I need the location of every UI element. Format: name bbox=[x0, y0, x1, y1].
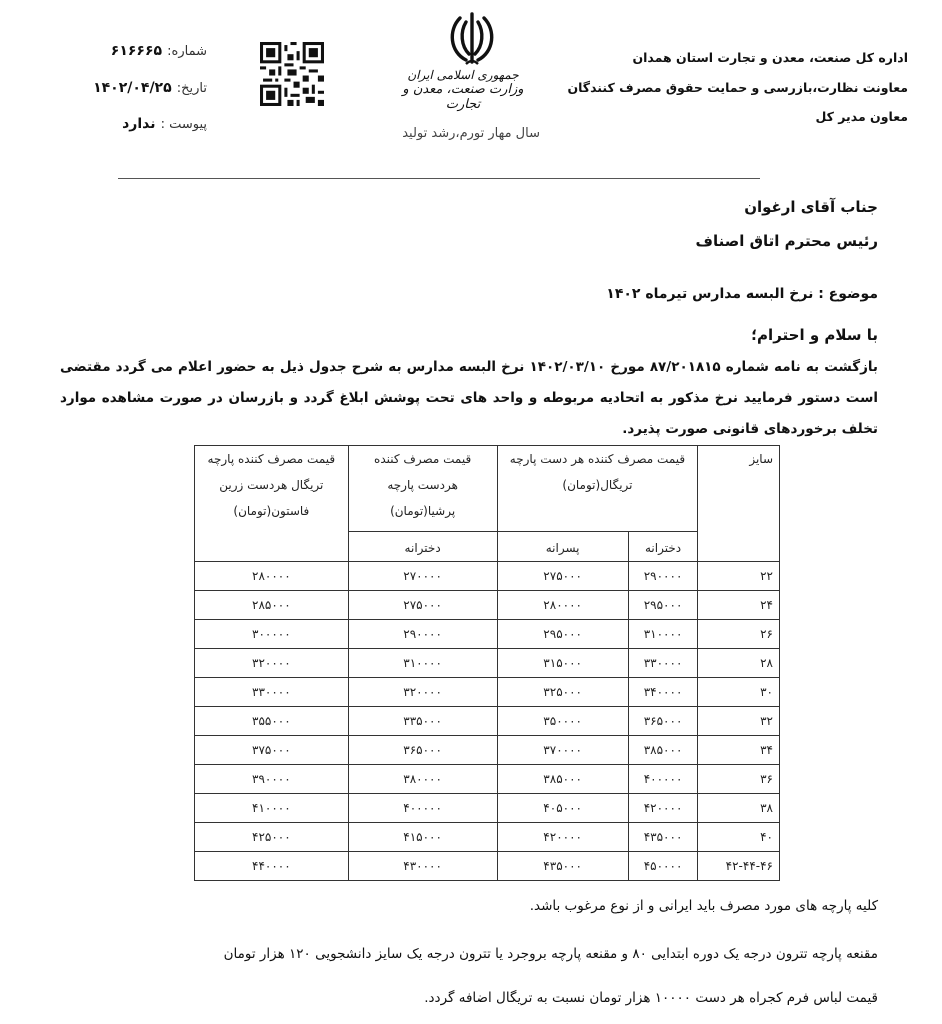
table-row bbox=[195, 620, 780, 649]
table-row bbox=[195, 736, 780, 765]
table-row bbox=[195, 678, 780, 707]
price-table bbox=[194, 445, 780, 881]
cell-size: ۳۴ bbox=[698, 736, 780, 765]
cell-size: ۲۶ bbox=[698, 620, 780, 649]
table-row bbox=[195, 765, 780, 794]
organization-block bbox=[567, 50, 908, 124]
cell-tergal-boys: ۲۹۵۰۰۰ bbox=[497, 620, 628, 649]
cell-fastoon: ۳۳۰۰۰۰ bbox=[195, 678, 349, 707]
cell-size: ۲۴ bbox=[698, 591, 780, 620]
cell-tergal-girls: ۴۵۰۰۰۰ bbox=[628, 852, 698, 881]
table-row bbox=[195, 562, 780, 591]
cell-parshia-girls: ۳۸۰۰۰۰ bbox=[348, 765, 497, 794]
note-uniform-surcharge: قیمت لباس فرم کجراه هر دست ۱۰۰۰۰ هزار تومان نسبت به تریگال اضافه گردد. bbox=[424, 990, 878, 1006]
iran-emblem-icon bbox=[446, 8, 498, 68]
cell-parshia-girls: ۳۱۰۰۰۰ bbox=[348, 649, 497, 678]
cell-parshia-girls: ۳۶۵۰۰۰ bbox=[348, 736, 497, 765]
col-header-tergal: قیمت مصرف کننده هر دست پارچه تریگال(تومان) bbox=[497, 446, 698, 532]
ministry-line-1: جمهوری اسلامی ایران bbox=[407, 68, 519, 82]
org-line-1: اداره کل صنعت، معدن و تجارت استان همدان bbox=[632, 50, 908, 65]
number-label: شماره: bbox=[167, 44, 207, 59]
attachment-value: ندارد bbox=[122, 116, 156, 132]
subheader-boys: پسرانه bbox=[497, 532, 628, 562]
cell-parshia-girls: ۲۷۰۰۰۰ bbox=[348, 562, 497, 591]
cell-fastoon: ۳۷۵۰۰۰ bbox=[195, 736, 349, 765]
cell-fastoon: ۳۰۰۰۰۰ bbox=[195, 620, 349, 649]
table-row bbox=[195, 794, 780, 823]
letter-body: بازگشت به نامه شماره ۸۷/۲۰۱۸۱۵ مورخ ۱۴۰۲/۰۳/۱۰ نرخ البسه مدارس به شرح جدول ذیل به حضور اعلام می گردد مقتضی است دستور فرمایید نرخ مذکور به اتحادیه مربوطه و واحد های تحت پوشش ابلاغ گردد و بازرسان در صورت مشاهده موارد تخلف برخوردهای قانونی صورت پذیرد. bbox=[60, 359, 878, 437]
cell-size: ۳۲ bbox=[698, 707, 780, 736]
attachment-label: پیوست : bbox=[160, 117, 207, 132]
cell-parshia-girls: ۳۳۵۰۰۰ bbox=[348, 707, 497, 736]
cell-size: ۲۲ bbox=[698, 562, 780, 591]
cell-fastoon: ۳۹۰۰۰۰ bbox=[195, 765, 349, 794]
cell-parshia-girls: ۲۷۵۰۰۰ bbox=[348, 591, 497, 620]
note-fabric-quality: کلیه پارچه های مورد مصرف باید ایرانی و از نوع مرغوب باشد. bbox=[529, 898, 878, 914]
cell-tergal-girls: ۳۸۵۰۰۰ bbox=[628, 736, 698, 765]
cell-tergal-boys: ۳۸۵۰۰۰ bbox=[497, 765, 628, 794]
cell-size: ۴۰ bbox=[698, 823, 780, 852]
header-divider bbox=[118, 178, 760, 179]
table-row bbox=[195, 823, 780, 852]
cell-tergal-boys: ۳۱۵۰۰۰ bbox=[497, 649, 628, 678]
table-row bbox=[195, 649, 780, 678]
org-line-2: معاونت نظارت،بازرسی و حمایت حقوق مصرف کنندگان bbox=[567, 80, 908, 95]
letter-date-row bbox=[70, 77, 207, 96]
cell-fastoon: ۳۵۵۰۰۰ bbox=[195, 707, 349, 736]
subheader-parshia-girls: دخترانه bbox=[348, 532, 497, 562]
qr-code bbox=[260, 42, 324, 106]
date-label: تاریخ: bbox=[176, 81, 207, 96]
col-header-fastoon: قیمت مصرف کننده پارچه تریگال هردست زرین فاستون(تومان) bbox=[195, 446, 349, 562]
cell-tergal-boys: ۲۸۰۰۰۰ bbox=[497, 591, 628, 620]
cell-tergal-boys: ۳۷۰۰۰۰ bbox=[497, 736, 628, 765]
letter-number-row bbox=[95, 40, 207, 59]
year-slogan: سال مهار تورم،رشد تولید bbox=[402, 126, 540, 141]
greeting: با سلام و احترام؛ bbox=[751, 326, 878, 344]
table-row bbox=[195, 707, 780, 736]
ministry-name bbox=[388, 68, 538, 112]
cell-tergal-girls: ۴۳۵۰۰۰ bbox=[628, 823, 698, 852]
cell-fastoon: ۴۱۰۰۰۰ bbox=[195, 794, 349, 823]
ministry-line-2: وزارت صنعت، معدن و تجارت bbox=[402, 82, 524, 112]
cell-tergal-girls: ۳۳۰۰۰۰ bbox=[628, 649, 698, 678]
cell-size: ۲۸ bbox=[698, 649, 780, 678]
cell-tergal-boys: ۴۲۰۰۰۰ bbox=[497, 823, 628, 852]
col-header-size: سایز bbox=[698, 446, 780, 562]
cell-size: ۳۰ bbox=[698, 678, 780, 707]
table-row bbox=[195, 852, 780, 881]
cell-tergal-boys: ۳۵۰۰۰۰ bbox=[497, 707, 628, 736]
col-header-parshia: قیمت مصرف کننده هردست پارچه پرشیا(تومان) bbox=[348, 446, 497, 532]
cell-size: ۴۲-۴۴-۴۶ bbox=[698, 852, 780, 881]
cell-tergal-girls: ۲۹۵۰۰۰ bbox=[628, 591, 698, 620]
org-line-3: معاون مدیر کل bbox=[815, 109, 908, 124]
cell-tergal-girls: ۳۴۰۰۰۰ bbox=[628, 678, 698, 707]
cell-parshia-girls: ۴۰۰۰۰۰ bbox=[348, 794, 497, 823]
table-row bbox=[195, 591, 780, 620]
date-value: ۱۴۰۲/۰۴/۲۵ bbox=[93, 80, 172, 96]
cell-parshia-girls: ۴۳۰۰۰۰ bbox=[348, 852, 497, 881]
cell-parshia-girls: ۴۱۵۰۰۰ bbox=[348, 823, 497, 852]
subheader-girls: دخترانه bbox=[628, 532, 698, 562]
recipient-title: رئیس محترم اتاق اصناف bbox=[695, 232, 878, 250]
cell-tergal-boys: ۲۷۵۰۰۰ bbox=[497, 562, 628, 591]
cell-tergal-girls: ۳۱۰۰۰۰ bbox=[628, 620, 698, 649]
cell-fastoon: ۳۲۰۰۰۰ bbox=[195, 649, 349, 678]
number-value: ۶۱۶۶۶۵ bbox=[110, 43, 163, 59]
cell-tergal-boys: ۴۰۵۰۰۰ bbox=[497, 794, 628, 823]
cell-fastoon: ۴۲۵۰۰۰ bbox=[195, 823, 349, 852]
cell-tergal-boys: ۴۳۵۰۰۰ bbox=[497, 852, 628, 881]
cell-tergal-girls: ۴۲۰۰۰۰ bbox=[628, 794, 698, 823]
cell-size: ۳۸ bbox=[698, 794, 780, 823]
note-headscarf-prices: مقنعه پارچه تترون درجه یک دوره ابتدایی ۸۰ و مقنعه پارچه بروجرد یا تترون درجه یک سایز دانشجویی ۱۲۰ هزار تومان bbox=[223, 946, 878, 962]
letter-subject: موضوع : نرخ البسه مدارس تیرماه ۱۴۰۲ bbox=[606, 286, 878, 302]
cell-tergal-boys: ۳۲۵۰۰۰ bbox=[497, 678, 628, 707]
cell-tergal-girls: ۲۹۰۰۰۰ bbox=[628, 562, 698, 591]
cell-tergal-girls: ۴۰۰۰۰۰ bbox=[628, 765, 698, 794]
cell-parshia-girls: ۳۲۰۰۰۰ bbox=[348, 678, 497, 707]
cell-size: ۳۶ bbox=[698, 765, 780, 794]
cell-parshia-girls: ۲۹۰۰۰۰ bbox=[348, 620, 497, 649]
cell-tergal-girls: ۳۶۵۰۰۰ bbox=[628, 707, 698, 736]
letter-attachment-row bbox=[95, 113, 207, 132]
recipient-name: جناب آقای ارغوان bbox=[744, 198, 878, 216]
cell-fastoon: ۴۴۰۰۰۰ bbox=[195, 852, 349, 881]
cell-fastoon: ۲۸۰۰۰۰ bbox=[195, 562, 349, 591]
cell-fastoon: ۲۸۵۰۰۰ bbox=[195, 591, 349, 620]
